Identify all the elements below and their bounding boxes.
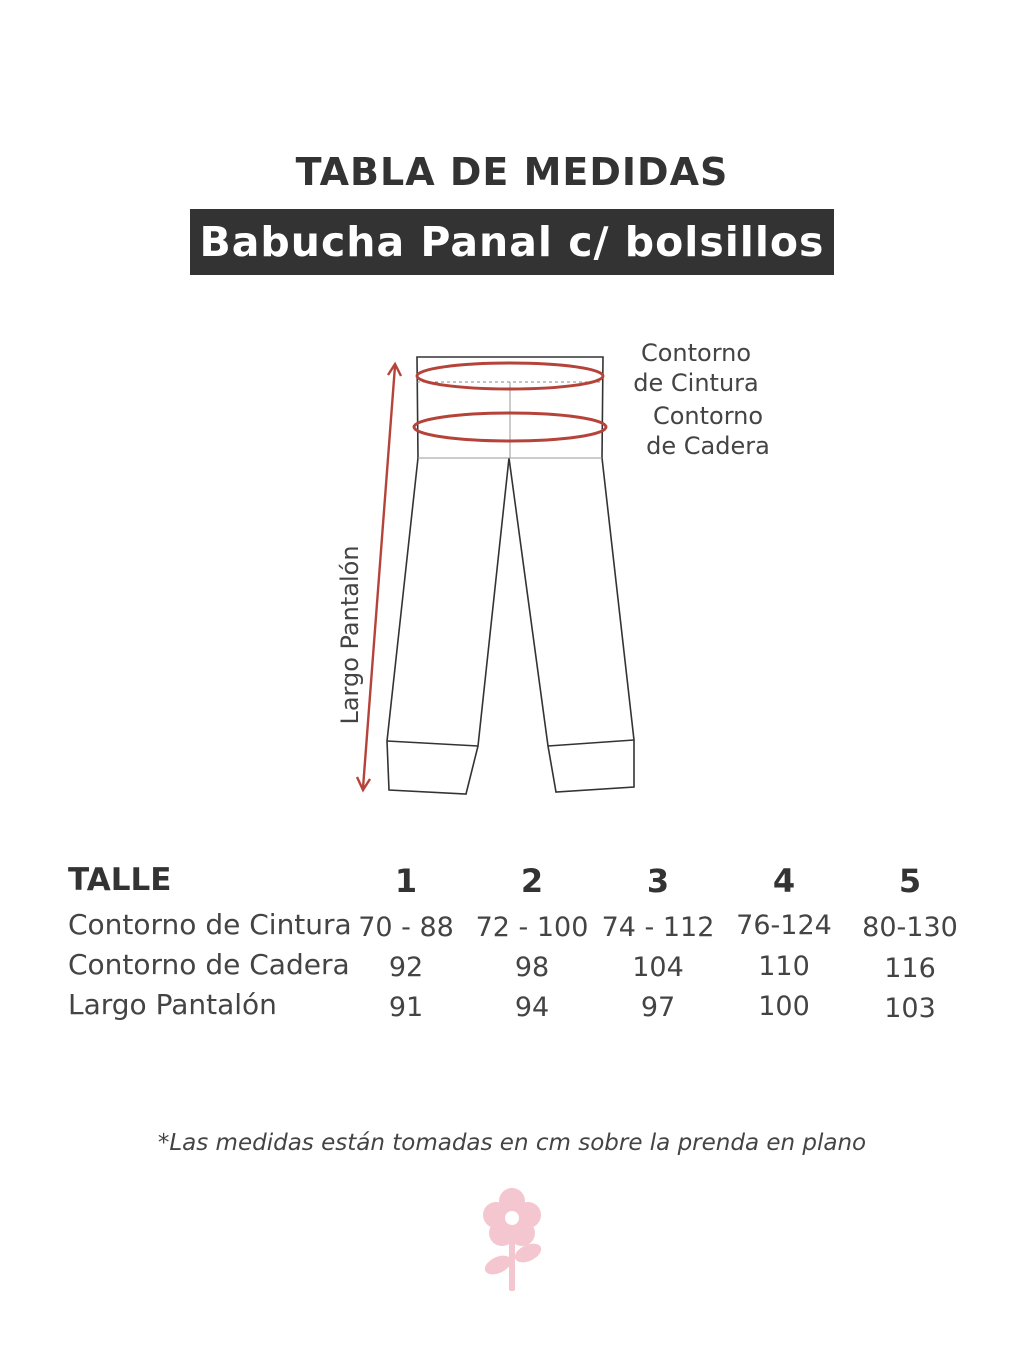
table-cell: 72 - 100 bbox=[475, 912, 589, 943]
length-label: Largo Pantalón bbox=[336, 545, 364, 725]
table-cell: 70 - 88 bbox=[358, 912, 454, 943]
table-cell: 98 bbox=[514, 952, 550, 983]
table-cell: 76-124 bbox=[736, 910, 832, 941]
size-2: 2 bbox=[520, 862, 544, 900]
size-4: 4 bbox=[772, 862, 796, 900]
table-cell: 94 bbox=[514, 992, 550, 1023]
table-row bbox=[68, 988, 968, 1028]
talle-header: TALLE bbox=[68, 862, 172, 898]
table-cell: 92 bbox=[388, 952, 424, 983]
table-cell: 104 bbox=[632, 952, 684, 983]
hip-label: Contorno de Cadera bbox=[646, 402, 770, 460]
table-cell: 80-130 bbox=[862, 912, 958, 943]
table-cell: 110 bbox=[758, 951, 810, 982]
table-cell: 74 - 112 bbox=[601, 912, 715, 943]
row-label: Largo Pantalón bbox=[68, 988, 277, 1021]
table-cell: 100 bbox=[758, 991, 810, 1022]
table-row bbox=[68, 948, 968, 988]
size-5: 5 bbox=[898, 862, 922, 900]
size-1: 1 bbox=[394, 862, 418, 900]
flower-icon bbox=[470, 1185, 554, 1295]
table-cell: 103 bbox=[884, 993, 936, 1024]
table-cell: 91 bbox=[388, 992, 424, 1023]
row-label: Contorno de Cadera bbox=[68, 948, 350, 981]
table-cell: 116 bbox=[884, 953, 936, 984]
table-cell: 97 bbox=[640, 992, 676, 1023]
product-banner: Babucha Panal c/ bolsillos bbox=[190, 209, 834, 275]
size-3: 3 bbox=[646, 862, 670, 900]
table-header-row bbox=[68, 862, 968, 902]
measurement-note: *Las medidas están tomadas en cm sobre la prenda en plano bbox=[157, 1130, 867, 1156]
row-label: Contorno de Cintura bbox=[68, 908, 352, 941]
table-row bbox=[68, 908, 968, 948]
page-title: TABLA DE MEDIDAS bbox=[295, 150, 729, 194]
waist-label: Contorno de Cintura bbox=[633, 339, 759, 397]
